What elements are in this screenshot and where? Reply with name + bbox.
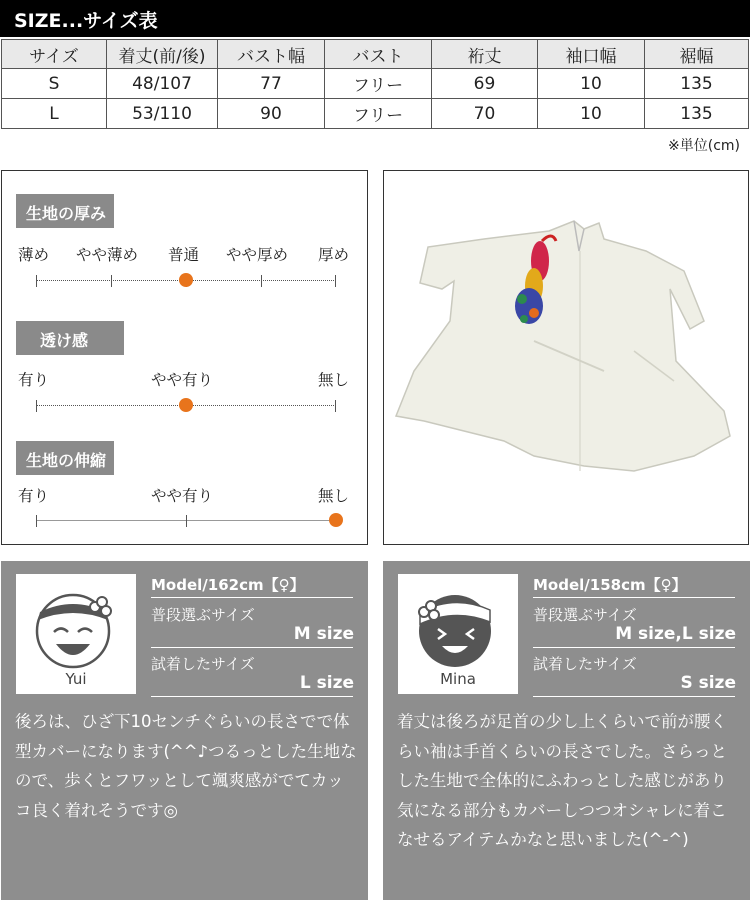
thickness-label: やや薄め: [76, 246, 139, 264]
sheer-tag: 透け感: [16, 321, 124, 355]
sheer-indicator: [179, 398, 193, 412]
thickness-scale: [36, 280, 336, 281]
unit-note: ※単位(cm): [668, 138, 740, 154]
sheer-scale: [36, 405, 336, 406]
model-name: Mina: [440, 670, 476, 688]
product-photo: [383, 170, 749, 545]
divider: [533, 647, 735, 648]
table-row: [2, 99, 749, 129]
stretch-tag: 生地の伸縮: [16, 441, 114, 475]
usual-size-label: 普段選ぶサイズ: [533, 606, 637, 624]
model-card-mina: [383, 561, 750, 900]
table-cell: 53/110: [107, 99, 218, 129]
shirt-image: [384, 171, 749, 545]
table-cell: フリー: [325, 99, 432, 129]
table-cell: 135: [645, 69, 749, 99]
tried-size-label: 試着したサイズ: [151, 655, 255, 673]
table-cell: 90: [218, 99, 325, 129]
thickness-indicator: [179, 273, 193, 287]
model-name: Yui: [65, 670, 87, 688]
tried-size-value: L size: [299, 673, 354, 693]
table-cell: 135: [645, 99, 749, 129]
stretch-label: 有り: [18, 487, 50, 505]
divider: [533, 696, 735, 697]
table-header: 袖口幅: [538, 40, 645, 69]
size-table: [1, 39, 749, 129]
stretch-indicator: [329, 513, 343, 527]
usual-size-value: M size,L size: [615, 624, 736, 644]
table-cell: 48/107: [107, 69, 218, 99]
thickness-label: 普通: [168, 246, 200, 264]
model-height: Model/162cm【♀】: [151, 576, 305, 594]
model-comment: 後ろは、ひざ下10センチぐらいの長さでで体型カバーになります(^^♪つるっとした生地なので、歩くとフワッとして颯爽感がでてカッコ良く着れそうです◎: [15, 712, 357, 820]
model-card-yui: [1, 561, 368, 900]
size-chart-header: SIZE...サイズ表: [0, 0, 750, 37]
divider: [151, 647, 353, 648]
table-header-row: [2, 40, 749, 69]
thickness-label: やや厚め: [226, 246, 289, 264]
thickness-tag: 生地の厚み: [16, 194, 114, 228]
table-cell: 77: [218, 69, 325, 99]
table-header: 着丈(前/後): [107, 40, 218, 69]
usual-size-label: 普段選ぶサイズ: [151, 606, 255, 624]
divider: [151, 597, 353, 598]
table-cell: S: [2, 69, 107, 99]
table-header: バスト: [325, 40, 432, 69]
table-cell: 69: [432, 69, 538, 99]
table-row: [2, 69, 749, 99]
sheer-label: やや有り: [151, 371, 214, 389]
table-header: サイズ: [2, 40, 107, 69]
model-height: Model/158cm【♀】: [533, 576, 687, 594]
table-cell: フリー: [325, 69, 432, 99]
stretch-label: 無し: [318, 487, 350, 505]
thickness-label: 厚め: [318, 246, 350, 264]
avatar: [398, 574, 518, 694]
table-cell: L: [2, 99, 107, 129]
table-header: バスト幅: [218, 40, 325, 69]
model-comment: 着丈は後ろが足首の少し上くらいで前が腰くらい袖は手首くらいの長さでした。さらっとした生地で全体的にふわっとした感じがあり気になる部分もカバーしつつオシャレに着こなせるアイテムかなと思いました(^-^): [397, 712, 727, 849]
table-header: 裄丈: [432, 40, 538, 69]
table-cell: 10: [538, 69, 645, 99]
avatar: [16, 574, 136, 694]
divider: [151, 696, 353, 697]
usual-size-value: M size: [293, 624, 354, 644]
thickness-label: 薄め: [18, 246, 50, 264]
table-cell: 10: [538, 99, 645, 129]
divider: [533, 597, 735, 598]
stretch-scale: [36, 520, 336, 521]
tried-size-value: S size: [680, 673, 736, 693]
tried-size-label: 試着したサイズ: [533, 655, 637, 673]
table-cell: 70: [432, 99, 538, 129]
fabric-panel: [1, 170, 368, 545]
sheer-label: 無し: [318, 371, 350, 389]
sheer-label: 有り: [18, 371, 50, 389]
stretch-label: やや有り: [151, 487, 214, 505]
table-header: 裾幅: [645, 40, 749, 69]
